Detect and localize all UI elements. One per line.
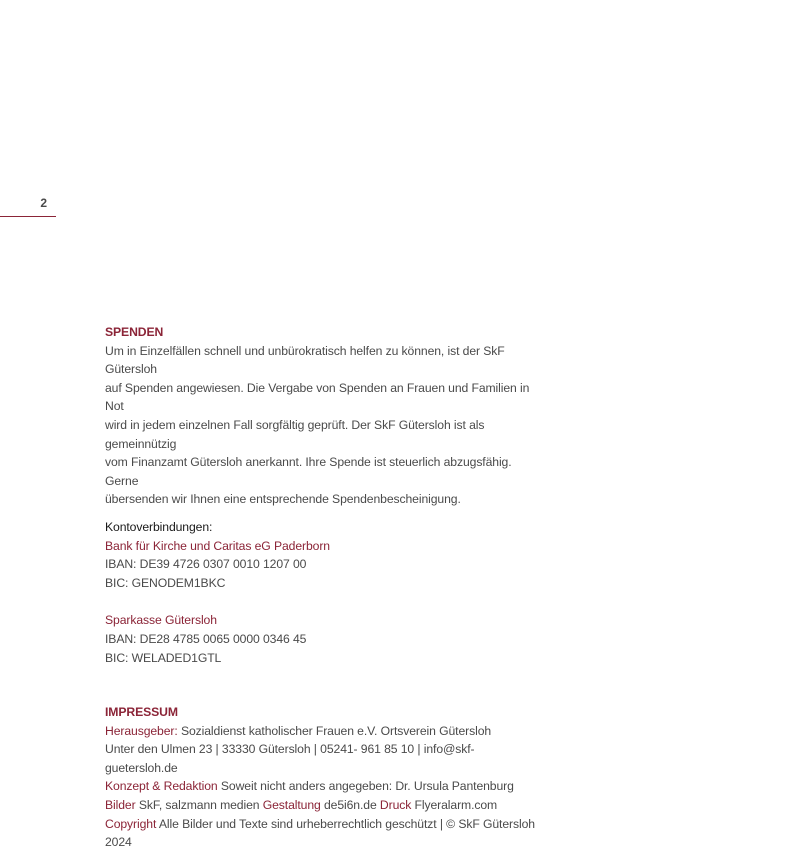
druck-label: Druck	[379, 798, 412, 813]
bank-entry	[105, 611, 545, 667]
konzept-label: Konzept & Redaktion	[105, 779, 218, 794]
impressum-heading: IMPRESSUM	[105, 705, 178, 720]
spenden-line: wird in jedem einzelnen Fall sorgfältig geprüft. Der SkF Gütersloh ist als gemeinnützig	[105, 417, 485, 451]
gestaltung-label: Gestaltung	[262, 798, 321, 813]
konto-label: Kontoverbindungen:	[105, 519, 213, 534]
impressum-herausgeber	[105, 722, 545, 741]
konto-section	[105, 518, 545, 667]
gestaltung-text: de5i6n.de	[320, 798, 380, 813]
impressum-credits	[105, 796, 545, 815]
page-number-marker	[0, 196, 56, 217]
impressum-konzept	[105, 777, 545, 796]
page-number: 2	[40, 196, 47, 210]
impressum-section	[105, 703, 545, 852]
spenden-section	[105, 323, 545, 509]
copyright-label: Copyright	[105, 816, 157, 831]
spenden-line: Um in Einzelfällen schnell und unbürokratisch helfen zu können, ist der SkF Gütersloh	[105, 343, 505, 377]
druck-text: Flyeralarm.com	[411, 798, 498, 813]
impressum-copyright	[105, 815, 545, 852]
herausgeber-text: Sozialdienst katholischer Frauen e.V. Ortsverein Gütersloh	[177, 723, 492, 738]
impressum-address: Unter den Ulmen 23 | 33330 Gütersloh | 05241- 961 85 10 | info@skf-guetersloh.de	[105, 742, 475, 775]
bank-name: Sparkasse Gütersloh	[105, 613, 217, 628]
page-content	[105, 323, 545, 852]
konzept-text: Soweit nicht anders angegeben: Dr. Ursula Pantenburg	[217, 779, 514, 794]
bilder-label: Bilder	[105, 798, 136, 813]
spenden-line: vom Finanzamt Gütersloh anerkannt. Ihre Spende ist steuerlich abzugsfähig. Gerne	[105, 455, 512, 488]
bilder-text: SkF, salzmann medien	[135, 798, 263, 813]
bank-entry	[105, 537, 545, 593]
bank-bic: BIC: WELADED1GTL	[105, 650, 222, 665]
bank-bic: BIC: GENODEM1BKC	[105, 575, 226, 590]
bank-iban: IBAN: DE28 4785 0065 0000 0346 45	[105, 631, 307, 646]
bank-iban: IBAN: DE39 4726 0307 0010 1207 00	[105, 557, 307, 572]
spenden-heading: SPENDEN	[105, 325, 164, 339]
bank-name: Bank für Kirche und Caritas eG Paderborn	[105, 538, 330, 553]
spenden-line: übersenden wir Ihnen eine entsprechende Spendenbescheinigung.	[105, 492, 461, 507]
copyright-text: Alle Bilder und Texte sind urheberrechtlich geschützt | © SkF Gütersloh 2024	[105, 816, 535, 850]
herausgeber-label: Herausgeber:	[105, 723, 178, 738]
spenden-line: auf Spenden angewiesen. Die Vergabe von Spenden an Frauen und Familien in Not	[105, 380, 530, 414]
